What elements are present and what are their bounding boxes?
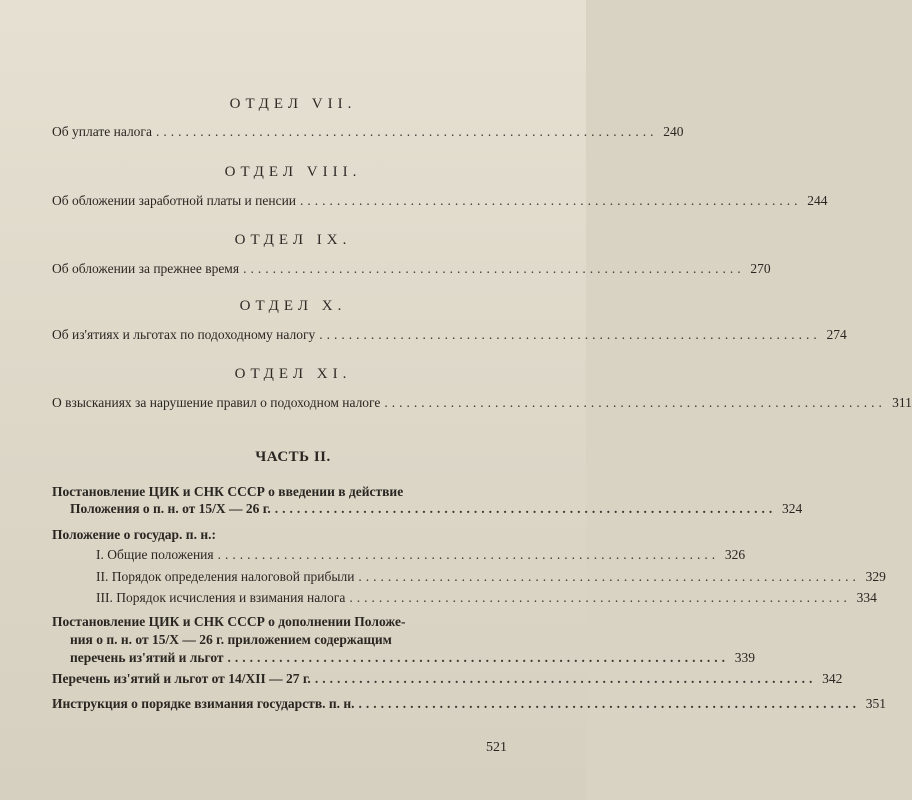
toc-page-number: 334 (856, 590, 877, 605)
section-heading-ix: ОТДЕЛ IX. (234, 232, 352, 248)
toc-entry-decree2 (70, 650, 756, 666)
toc-entry-decree1 (70, 501, 803, 517)
toc-entry-label: Инструкция о порядке взимания государств. п. н. (52, 696, 355, 711)
toc-entry-xi (52, 395, 912, 411)
toc-entry-label: Перечень из'ятий и льгот от 14/XII — 27 г. (52, 671, 311, 686)
toc-entry-vii (52, 124, 684, 140)
toc-page-number: 311 (892, 395, 912, 410)
section-heading-viii: ОТДЕЛ VIII. (224, 164, 362, 180)
toc-entry-viii (52, 193, 828, 209)
toc-entry-reg-1 (96, 547, 746, 563)
toc-entry-instruction (52, 696, 887, 712)
toc-page-number: 274 (826, 327, 847, 342)
toc-entry-label: II. Порядок определения налоговой прибыли (96, 569, 355, 584)
section-heading-vii: ОТДЕЛ VII. (229, 96, 357, 112)
leader-dots: .................................................................... (319, 327, 821, 342)
section-heading-x: ОТДЕЛ X. (239, 298, 347, 314)
toc-page-number: 240 (663, 124, 684, 139)
toc-page-number: 326 (724, 547, 746, 562)
toc-page-number: 342 (822, 671, 843, 686)
decree2-line2: ния о п. н. от 15/X — 26 г. приложением содержащим (70, 632, 392, 647)
toc-entry-label: Положения о п. н. от 15/X — 26 г. (70, 501, 271, 516)
toc-entry-x (52, 327, 847, 343)
leader-dots: .................................................................... (314, 671, 817, 686)
folio-page-number: 521 (486, 740, 507, 755)
toc-entry-reg-2 (96, 569, 886, 585)
toc-entry-label: Об обложении заработной платы и пенсии (52, 193, 297, 208)
leader-dots: .................................................................... (358, 569, 860, 584)
toc-entry-label: Об обложении за прежнее время (52, 261, 240, 276)
toc-entry-label: III. Порядок исчисления и взимания налога (96, 590, 346, 605)
decree1-line1: Постановление ЦИК и СНК СССР о введении в действие (52, 484, 404, 499)
toc-page-number: 324 (782, 501, 803, 516)
leader-dots: .................................................................... (358, 696, 861, 711)
toc-entry-list (52, 671, 843, 687)
toc-entry-ix (52, 261, 771, 277)
leader-dots: .................................................................... (274, 501, 777, 516)
leader-dots: .................................................................... (300, 193, 802, 208)
part-title: ЧАСТЬ II. (255, 449, 331, 465)
toc-entry-label: I. Общие положения (96, 547, 214, 562)
leader-dots: .................................................................... (384, 395, 886, 410)
leader-dots: .................................................................... (227, 650, 730, 665)
leader-dots: .................................................................... (349, 590, 851, 605)
toc-page-number: 351 (865, 696, 887, 711)
toc-entry-label: Об уплате налога (52, 124, 152, 139)
toc-entry-label: Об из'ятиях и льготах по подоходному налогу (52, 327, 316, 342)
toc-page-number: 244 (807, 193, 828, 208)
toc-entry-label: О взысканиях за нарушение правил о подоходном налоге (52, 395, 381, 410)
toc-page-number: 339 (734, 650, 756, 665)
toc-page-number: 270 (750, 261, 771, 276)
leader-dots: .................................................................... (155, 124, 658, 139)
regulation-title: Положение о государ. п. н.: (52, 527, 216, 542)
toc-entry-label: перечень из'ятий и льгот (70, 650, 224, 665)
toc-page-number: 329 (865, 569, 886, 584)
decree2-line1: Постановление ЦИК и СНК СССР о дополнении Положе- (52, 614, 406, 629)
section-heading-xi: ОТДЕЛ XI. (234, 366, 352, 382)
leader-dots: .................................................................... (243, 261, 745, 276)
leader-dots: .................................................................... (217, 547, 720, 562)
toc-entry-reg-3 (96, 590, 877, 606)
